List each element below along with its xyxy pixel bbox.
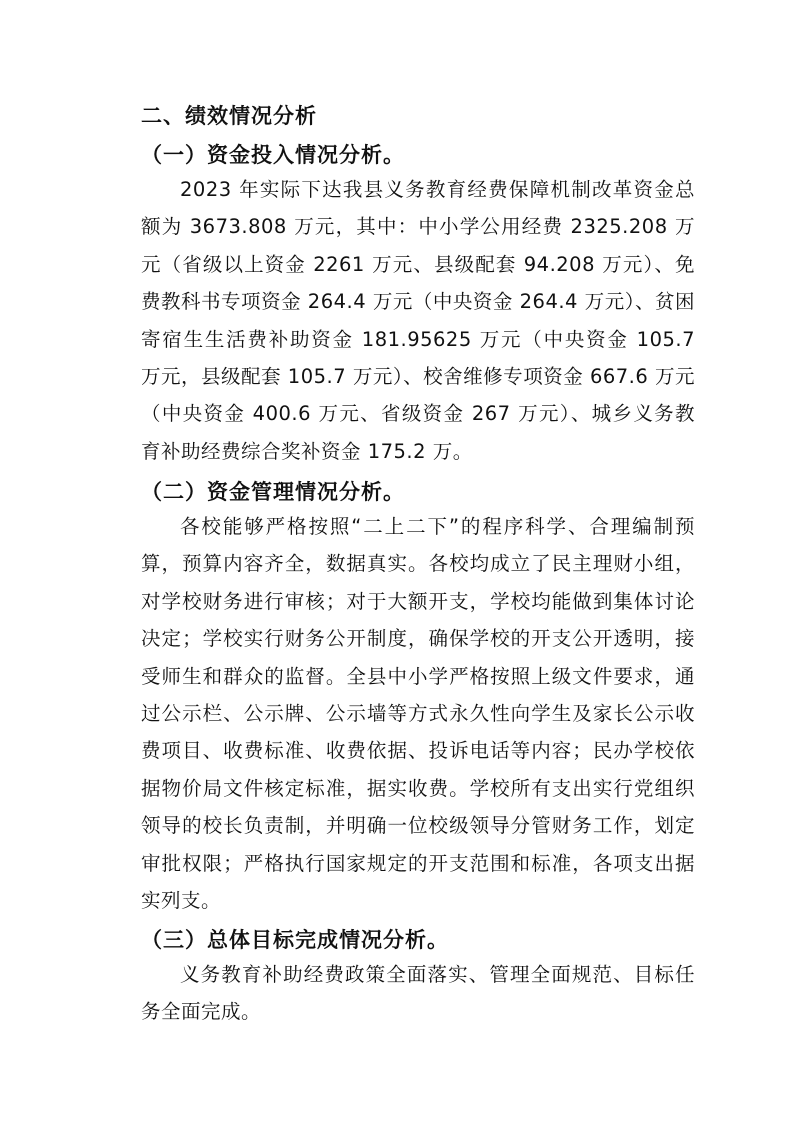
subsection-heading-funding-management: （二）资金管理情况分析。 (141, 480, 405, 504)
paragraph-overall-goals: 义务教育补助经费政策全面落实、管理全面规范、目标任务全面完成。 (141, 963, 695, 1024)
section-title: 二、绩效情况分析 (141, 104, 317, 128)
paragraph-funding-input: 2023 年实际下达我县义务教育经费保障机制改革资金总额为 3673.808 万元，其中：中小学公用经费 2325.208 万元（省级以上资金 2261 万元、县级配套 94.208 万元）、免费教科书专项资金 264.4 万元（中央资金 264.4 万元）、贫困寄宿生生活费补助资金 181.95625 万元（中央资金 105.7 万元，县级配套 105.7 万元）、校舍维修专项资金 667.6 万元（中央资金 400.6 万元、省级资金 267 万元）、城乡义务教育补助经费综合奖补资金 175.2 万。 (141, 178, 695, 463)
subsection-heading-funding-input: （一）资金投入情况分析。 (141, 143, 405, 167)
paragraph-funding-management: 各校能够严格按照“二上二下”的程序科学、合理编制预算，预算内容齐全，数据真实。各校均成立了民主理财小组，对学校财务进行审核；对于大额开支，学校均能做到集体讨论决定；学校实行财务公开制度，确保学校的开支公开透明，接受师生和群众的监督。全县中小学严格按照上级文件要求，通过公示栏、公示牌、公示墙等方式永久性向学生及家长公示收费项目、收费标准、收费依据、投诉电话等内容；民办学校依据物价局文件核定标准，据实收费。学校所有支出实行党组织领导的校长负责制，并明确一位校级领导分管财务工作，划定审批权限；严格执行国家规定的开支范围和标准，各项支出据实列支。 (141, 515, 695, 913)
subsection-heading-overall-goals: （三）总体目标完成情况分析。 (141, 928, 449, 952)
